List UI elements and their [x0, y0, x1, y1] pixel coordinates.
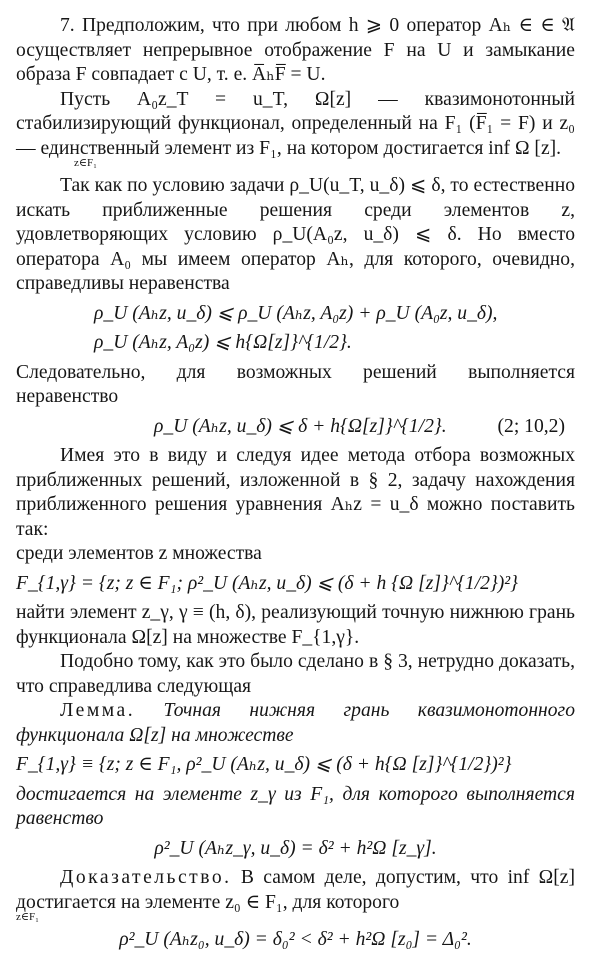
paragraph-consequently: Следовательно, для возможных решений выполняется неравенство — [16, 361, 575, 407]
lemma-text: Точная нижняя грань квазимонотонного функционала Ω[z] на множестве — [16, 700, 576, 746]
paragraph-set-intro: среди элементов z множества — [16, 543, 262, 564]
proof-text: В самом деле, допустим, что inf Ω[z] достигается на элементе z₀ ∈ F₁, для которого — [16, 867, 575, 913]
lemma-label: Лемма. — [60, 700, 136, 721]
proof-label: Доказательство. — [60, 867, 232, 888]
paragraph-condition: Так как по условию задачи ρ_U(u_T, u_δ) ⩽ δ, то естественно искать приближенные решения среди элементов z, удовлетворяющих условию ρ_U(A₀z, u_δ) ⩽ δ. Но вместо оператора A₀ мы имеем оператор Aₕ, для которого, очевидно, справедливы неравенства — [16, 175, 575, 294]
lemma-statement — [16, 699, 575, 748]
paragraph-7: 7. Предположим, что при любом h ⩾ 0 оператор Aₕ ∈ ∈ 𝔄 осуществляет непрерывное отображение F на U и замыкание образа F совпадает с U, т. е. A̅ₕF̅ = U. — [16, 15, 575, 85]
proof-statement — [16, 866, 575, 915]
set-definition: F_{1,γ} = {z; z ∈ F₁; ρ²_U (Aₕz, u_δ) ⩽ (δ + h {Ω [z]}^{1/2})²} — [16, 572, 519, 594]
proof-equation: ρ²_U (Aₕz₀, u_δ) = δ₀² < δ² + h²Ω [z₀] = Δ₀². — [119, 929, 472, 950]
proof-inf-subscript: z∈F₁ — [16, 911, 39, 923]
lemma-equality: ρ²_U (Aₕz_γ, u_δ) = δ² + h²Ω [z_γ]. — [154, 837, 437, 859]
inequality-1b: ρ_U (Aₕz, A₀z) ⩽ h{Ω[z]}^{1/2}. — [94, 332, 352, 353]
equation-2-10-2-row — [16, 415, 575, 440]
inf-subscript: z∈F₁ — [74, 157, 97, 169]
paragraph-method: Имея это в виду и следуя идее метода отбора возможных приближенных решений, изложенной в § 2, задачу нахождения приближенного решения уравнения Aₕz = u_δ можно поставить так: — [16, 445, 575, 540]
equation-number: (2; 10,2) — [497, 415, 565, 437]
lemma-continuation: достигается на элементе z_γ из F₁, для которого выполняется равенство — [16, 783, 575, 829]
paragraph-find-element: найти элемент z_γ, γ ≡ (h, δ), реализующий точную нижнюю грань функционала Ω[z] на множестве F_{1,γ}. — [16, 602, 575, 648]
paragraph-stabilizer: Пусть A₀z_T = u_T, Ω[z] — квазимонотонный стабилизирующий функционал, определенный на F₁ (F̅₁ = F) и z₀ — единственный элемент из F₁, на котором достигается inf Ω [z]. — [16, 88, 575, 159]
paragraph-similarly: Подобно тому, как это было сделано в § 3, нетрудно доказать, что справедлива следующая — [16, 651, 575, 697]
inequality-1a: ρ_U (Aₕz, u_δ) ⩽ ρ_U (Aₕz, A₀z) + ρ_U (A₀z, u_δ), — [94, 302, 498, 324]
lemma-set-definition: F_{1,γ} ≡ {z; z ∈ F₁, ρ²_U (Aₕz, u_δ) ⩽ (δ + h{Ω [z]}^{1/2})²} — [16, 754, 512, 775]
inequality-2: ρ_U (Aₕz, u_δ) ⩽ δ + h{Ω[z]}^{1/2}. — [154, 415, 447, 437]
